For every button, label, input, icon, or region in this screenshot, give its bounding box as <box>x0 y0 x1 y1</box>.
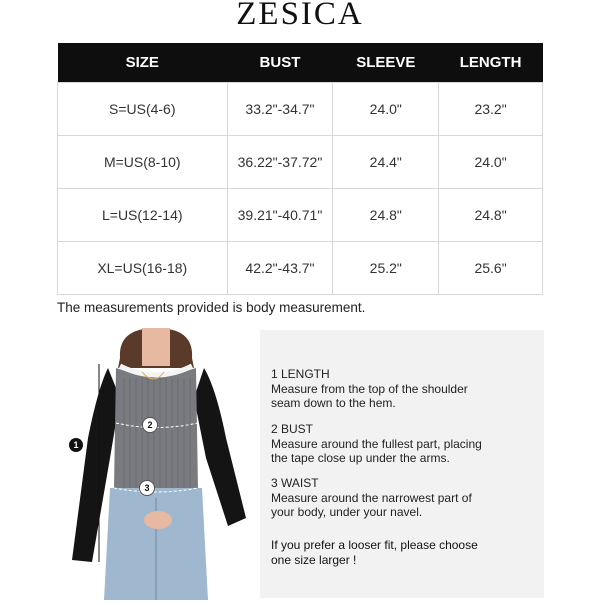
bust-cell: 33.2"-34.7" <box>227 83 333 136</box>
length-cell: 23.2" <box>439 83 543 136</box>
length-cell: 24.8" <box>439 189 543 242</box>
guide-bust <box>271 422 482 466</box>
column-header-bust: BUST <box>227 43 333 83</box>
guide-waist <box>271 476 472 520</box>
sleeve-cell: 24.4" <box>333 136 439 189</box>
size-cell: XL=US(16-18) <box>58 242 228 295</box>
sleeve-cell: 25.2" <box>333 242 439 295</box>
bust-cell: 36.22"-37.72" <box>227 136 333 189</box>
sleeve-cell: 24.0" <box>333 83 439 136</box>
column-header-length: LENGTH <box>439 43 543 83</box>
table-row <box>58 189 543 242</box>
size-cell: S=US(4-6) <box>58 83 228 136</box>
guide-waist-line: your body, under your navel. <box>271 505 423 519</box>
guide-bust-line: the tape close up under the arms. <box>271 451 450 465</box>
waist-marker: 3 <box>139 480 155 496</box>
guide-length <box>271 367 468 411</box>
guide-bust-line: Measure around the fullest part, placing <box>271 436 482 451</box>
brand-logo: ZESICA <box>236 0 364 32</box>
measurement-note: The measurements provided is body measurement. <box>57 300 366 315</box>
length-marker: 1 <box>69 438 83 452</box>
bust-cell: 39.21"-40.71" <box>227 189 333 242</box>
model-illustration <box>58 328 254 600</box>
table-row <box>58 242 543 295</box>
guide-length-line: seam down to the hem. <box>271 396 396 410</box>
table-header-row <box>58 43 543 83</box>
guide-waist-title: 3 WAIST <box>271 476 319 490</box>
column-header-sleeve: SLEEVE <box>333 43 439 83</box>
column-header-size: SIZE <box>58 43 228 83</box>
fit-tip-line: If you prefer a looser fit, please choose <box>271 538 478 552</box>
size-chart-table <box>57 43 543 295</box>
length-cell: 25.6" <box>439 242 543 295</box>
bust-cell: 42.2"-43.7" <box>227 242 333 295</box>
fit-tip-line: one size larger ! <box>271 552 357 567</box>
sleeve-cell: 24.8" <box>333 189 439 242</box>
model-photo <box>58 328 254 600</box>
guide-waist-line: Measure around the narrowest part of <box>271 490 472 505</box>
fit-tip <box>271 538 478 567</box>
guide-length-line: Measure from the top of the shoulder <box>271 381 468 396</box>
size-cell: M=US(8-10) <box>58 136 228 189</box>
size-cell: L=US(12-14) <box>58 189 228 242</box>
table-row <box>58 136 543 189</box>
guide-bust-title: 2 BUST <box>271 422 314 436</box>
guide-length-title: 1 LENGTH <box>271 367 330 381</box>
length-cell: 24.0" <box>439 136 543 189</box>
bust-marker: 2 <box>142 417 158 433</box>
table-row <box>58 83 543 136</box>
